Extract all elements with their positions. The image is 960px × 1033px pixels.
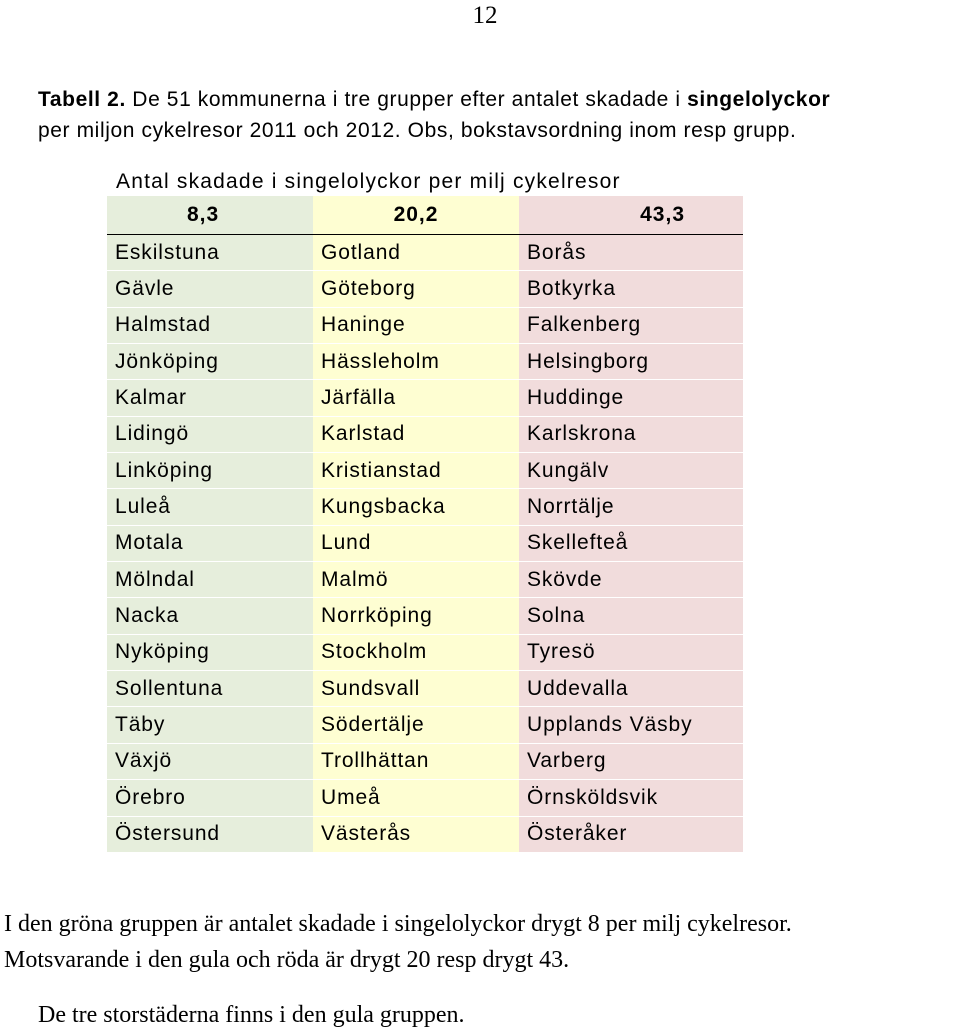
red-group-cell: Österåker [519, 817, 743, 853]
red-group-cell: Solna [519, 598, 743, 634]
table-row [107, 380, 743, 416]
page-number: 12 [472, 2, 498, 29]
red-group-cell: Karlskrona [519, 417, 743, 453]
caption-label: Tabell 2. [38, 88, 126, 111]
yellow-group-cell: Sundsvall [313, 671, 519, 707]
green-group-cell: Nacka [107, 598, 313, 634]
yellow-group-cell: Karlstad [313, 417, 519, 453]
municipality-table [107, 196, 743, 853]
green-group-cell: Kalmar [107, 380, 313, 416]
note-line-1: I den gröna gruppen är antalet skadade i singelolyckor drygt 8 per milj cykelresor. [4, 911, 792, 937]
table-row [107, 817, 743, 853]
table-row [107, 453, 743, 489]
green-group-cell: Mölndal [107, 562, 313, 598]
yellow-group-cell: Västerås [313, 817, 519, 853]
table-body [107, 235, 743, 853]
red-group-cell: Kungälv [519, 453, 743, 489]
caption-bold-word: singelolyckor [687, 88, 831, 111]
red-group-cell: Falkenberg [519, 308, 743, 344]
yellow-group-cell: Gotland [313, 235, 519, 271]
green-group-cell: Lidingö [107, 417, 313, 453]
table-row [107, 344, 743, 380]
green-group-cell: Linköping [107, 453, 313, 489]
table-row [107, 562, 743, 598]
caption-line-2: per miljon cykelresor 2011 och 2012. Obs, bokstavsordning inom resp grupp. [38, 119, 797, 142]
yellow-group-cell: Stockholm [313, 635, 519, 671]
red-group-cell: Upplands Väsby [519, 707, 743, 743]
green-group-cell: Örebro [107, 780, 313, 816]
yellow-group-cell: Trollhättan [313, 744, 519, 780]
red-group-cell: Örnsköldsvik [519, 780, 743, 816]
table-row [107, 271, 743, 307]
table-row [107, 598, 743, 634]
green-group-cell: Halmstad [107, 308, 313, 344]
red-group-cell: Norrtälje [519, 489, 743, 525]
green-group-cell: Eskilstuna [107, 235, 313, 271]
green-group-cell: Sollentuna [107, 671, 313, 707]
green-group-cell: Jönköping [107, 344, 313, 380]
yellow-group-cell: Södertälje [313, 707, 519, 743]
table-row [107, 235, 743, 271]
red-group-cell: Varberg [519, 744, 743, 780]
table-row [107, 635, 743, 671]
yellow-group-cell: Haninge [313, 308, 519, 344]
yellow-group-cell: Kungsbacka [313, 489, 519, 525]
table-row [107, 707, 743, 743]
header-yellow-group: 20,2 [313, 196, 519, 234]
table-row [107, 780, 743, 816]
green-group-cell: Täby [107, 707, 313, 743]
red-group-cell: Skellefteå [519, 526, 743, 562]
table-row [107, 308, 743, 344]
table-header-row [107, 196, 743, 235]
note-line-3: De tre storstäderna finns i den gula gruppen. [38, 1002, 465, 1028]
table-row [107, 417, 743, 453]
green-group-cell: Motala [107, 526, 313, 562]
green-group-cell: Växjö [107, 744, 313, 780]
yellow-group-cell: Umeå [313, 780, 519, 816]
yellow-group-cell: Norrköping [313, 598, 519, 634]
red-group-cell: Huddinge [519, 380, 743, 416]
table-title: Antal skadade i singelolyckor per milj cykelresor [116, 170, 621, 193]
red-group-cell: Tyresö [519, 635, 743, 671]
red-group-cell: Helsingborg [519, 344, 743, 380]
yellow-group-cell: Lund [313, 526, 519, 562]
red-group-cell: Skövde [519, 562, 743, 598]
green-group-cell: Östersund [107, 817, 313, 853]
red-group-cell: Botkyrka [519, 271, 743, 307]
caption-text: De 51 kommunerna i tre grupper efter antalet skadade i [125, 88, 688, 111]
red-group-cell: Uddevalla [519, 671, 743, 707]
red-group-cell: Borås [519, 235, 743, 271]
table-row [107, 671, 743, 707]
green-group-cell: Nyköping [107, 635, 313, 671]
header-red-group: 43,3 [519, 196, 743, 234]
yellow-group-cell: Järfälla [313, 380, 519, 416]
yellow-group-cell: Kristianstad [313, 453, 519, 489]
table-row [107, 526, 743, 562]
green-group-cell: Luleå [107, 489, 313, 525]
table-caption [38, 84, 953, 146]
green-group-cell: Gävle [107, 271, 313, 307]
yellow-group-cell: Hässleholm [313, 344, 519, 380]
yellow-group-cell: Göteborg [313, 271, 519, 307]
table-row [107, 744, 743, 780]
yellow-group-cell: Malmö [313, 562, 519, 598]
table-row [107, 489, 743, 525]
note-line-2: Motsvarande i den gula och röda är drygt 20 resp drygt 43. [4, 947, 570, 973]
header-green-group: 8,3 [107, 196, 313, 234]
